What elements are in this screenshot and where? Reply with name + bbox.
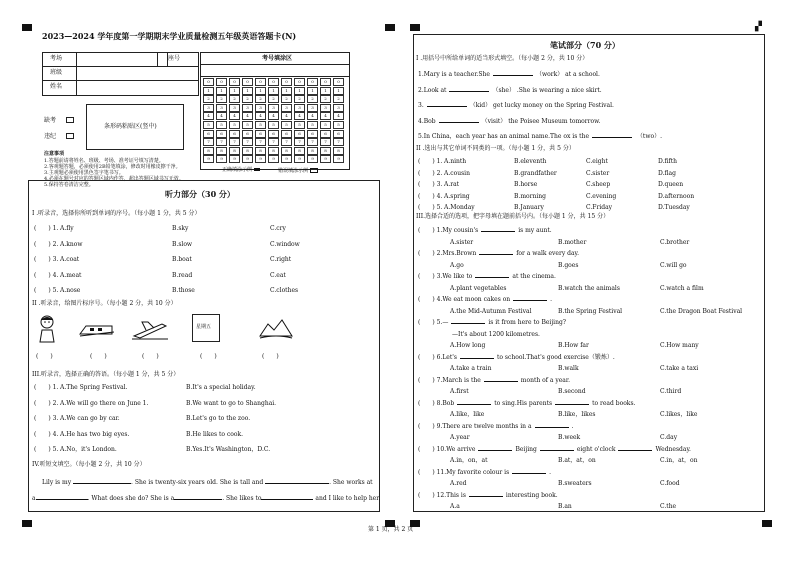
cloze-line-2: a . What does she do? She is a . She likes to and I like to help her. <box>32 495 381 502</box>
exam-number-bubble[interactable]: 6 <box>281 130 292 138</box>
option-b: B.second <box>558 388 586 395</box>
option-a: A.red <box>450 480 467 487</box>
exam-number-bubble[interactable]: 1 <box>203 87 214 95</box>
exam-number-bubble[interactable]: 3 <box>294 104 305 112</box>
choice-question: ( ) 2.Mrs.Brown for a walk every day. <box>418 250 580 257</box>
option-b: B.He likes to cook. <box>186 430 244 438</box>
listening-s3-title: III.听录音，选择正确的答语。（每小题 1 分，共 5 分） <box>32 371 180 378</box>
option-a: A.Monday <box>444 204 475 211</box>
answer-blank[interactable] <box>592 137 632 138</box>
option-b: B.horse <box>514 181 538 188</box>
option-b: B.those <box>172 287 195 294</box>
option-b: B.an <box>558 503 572 510</box>
exam-number-bubble[interactable]: 2 <box>216 95 227 103</box>
exam-number-bubble[interactable]: 0 <box>203 78 214 86</box>
exam-number-bubble[interactable]: 2 <box>255 95 266 103</box>
discipline-checkbox[interactable] <box>66 133 74 139</box>
option-b: B.Yes.It's Washington，D.C. <box>186 446 271 453</box>
train-picture <box>78 320 114 340</box>
exam-number-bubble[interactable]: 8 <box>268 147 279 155</box>
exam-number-bubble[interactable]: 4 <box>294 112 305 120</box>
exam-number-bubble[interactable]: 0 <box>294 78 305 86</box>
calendar-picture: 星期五 <box>192 314 220 342</box>
listening-s4-title: IV.听短文填空。（每小题 2 分，共 10 分） <box>32 461 146 468</box>
page-title: 2023—2024 学年度第一学期期末学业质量检测五年级英语答题卡(N) <box>42 31 297 41</box>
cloze-line-1: Lily is my . She is twenty-six years old. She is tall and . She works at <box>42 479 373 486</box>
exam-number-bubble[interactable]: 0 <box>268 78 279 86</box>
exam-number-bubble[interactable]: 0 <box>281 78 292 86</box>
exam-number-bubble[interactable]: 1 <box>242 87 253 95</box>
exam-number-bubble[interactable]: 6 <box>333 130 344 138</box>
option-c: C.cry <box>270 225 286 232</box>
option-c: C.day <box>660 434 678 441</box>
option-a: A.rat <box>444 181 460 188</box>
exam-number-bubble[interactable]: 4 <box>229 112 240 120</box>
answer-blank[interactable] <box>512 473 546 474</box>
exam-number-bubble[interactable]: 7 <box>255 138 266 146</box>
exam-number-bubble[interactable]: 2 <box>333 95 344 103</box>
option-d: D.queen <box>658 181 684 188</box>
choice-question: ( ) 4.We eat moon cakes on . <box>418 296 553 303</box>
option-d: D.afternoon <box>658 192 695 200</box>
exam-number-bubble[interactable]: 5 <box>242 121 253 129</box>
exam-number-bubble[interactable]: 2 <box>307 95 318 103</box>
exam-number-bubble[interactable]: 0 <box>307 78 318 86</box>
written-s1-title: I .用括号中所给单词的适当形式填空。（每小题 2 分，共 10 分） <box>416 55 589 62</box>
option-c: C.take a taxi <box>660 365 699 372</box>
question-subline: —It's about 1200 kilometres. <box>452 330 540 338</box>
exam-number-bubble[interactable]: 5 <box>255 121 266 129</box>
answer-blank[interactable] <box>479 254 513 255</box>
exam-number-bubble[interactable]: 9 <box>268 155 279 163</box>
exam-number-bubble[interactable]: 1 <box>255 87 266 95</box>
option-a: A.cousin <box>444 169 470 177</box>
answer-blank[interactable] <box>457 404 491 405</box>
answer-blank[interactable] <box>427 106 467 107</box>
exam-number-bubble[interactable]: 9 <box>333 155 344 163</box>
listening-s1-title: I .听录音，选择你所听到单词的序号。（每小题 1 分，共 5 分） <box>32 210 201 217</box>
exam-number-bubble[interactable]: 9 <box>229 155 240 163</box>
question-number[interactable]: ( ) 2. <box>418 169 443 177</box>
answer-blank[interactable] <box>493 75 533 76</box>
exam-number-bubble[interactable]: 2 <box>229 95 240 103</box>
exam-number-bubble[interactable]: 1 <box>281 87 292 95</box>
option-c: C.sheep <box>586 181 611 188</box>
option-c: C.brother <box>660 238 690 246</box>
exam-number-bubble[interactable]: 8 <box>333 147 344 155</box>
option-c: C.sister <box>586 169 610 177</box>
option-b: B.We want to go to Shanghai. <box>186 399 277 407</box>
plane-picture <box>132 318 168 340</box>
choice-question: ( ) 10.We arrive Beijing eight o'clock Wednesday. <box>418 445 691 453</box>
exam-number-label: 考号填涂区 <box>262 55 293 62</box>
question-number[interactable]: ( ) 5. <box>418 204 443 211</box>
exam-number-bubble[interactable]: 2 <box>294 95 305 103</box>
option-b: B.read <box>172 271 193 279</box>
written-s3-title: III.选择合适的选项，把字母填在题前括号内。（每小题 1 分，共 15 分） <box>416 213 610 220</box>
name-label: 姓名 <box>50 83 63 90</box>
exam-number-bubble[interactable]: 3 <box>229 104 240 112</box>
answer-blank[interactable] <box>513 300 547 301</box>
option-a: A.plant vegetables <box>450 284 507 292</box>
exam-number-bubble[interactable]: 3 <box>281 104 292 112</box>
question-number[interactable]: ( ) 5. <box>34 446 59 453</box>
question-number[interactable]: ( ) 1. <box>34 384 59 391</box>
fill-question: 3. （kid） get lucky money on the Spring Festival. <box>418 102 614 109</box>
fill-question: 2.Look at （she） .She is wearing a nice skirt. <box>418 86 602 94</box>
exam-number-bubble[interactable]: 4 <box>203 112 214 120</box>
option-a: A.a <box>450 503 460 510</box>
option-b: B.grandfather <box>514 169 557 177</box>
option-a: A.meat <box>60 271 82 279</box>
answer-blank[interactable] <box>484 381 518 382</box>
option-a: A.like，like <box>450 411 485 418</box>
exam-number-bubble[interactable]: 6 <box>203 130 214 138</box>
discipline-label: 违纪 <box>44 133 57 140</box>
exam-number-bubble[interactable]: 8 <box>294 147 305 155</box>
exam-number-bubble[interactable]: 9 <box>203 155 214 163</box>
exam-number-bubble[interactable]: 0 <box>216 78 227 86</box>
wrong-fill-label: 错误填涂示例 <box>278 168 318 174</box>
blank-4[interactable] <box>174 499 222 500</box>
option-a: A.spring <box>444 192 470 200</box>
exam-number-bubble[interactable]: 9 <box>281 155 292 163</box>
option-a: A.coat <box>60 256 80 263</box>
exam-number-bubble[interactable]: 1 <box>268 87 279 95</box>
question-number[interactable]: ( ) 4. <box>34 430 59 438</box>
answer-blank[interactable] <box>555 404 589 405</box>
answer-blank[interactable] <box>451 323 485 324</box>
exam-number-bubble[interactable]: 7 <box>268 138 279 146</box>
answer-blank[interactable] <box>540 450 574 451</box>
question-number[interactable]: ( ) 3. <box>418 181 443 188</box>
exam-number-bubble[interactable]: 6 <box>242 130 253 138</box>
option-b: B.goes <box>558 261 579 269</box>
question-number[interactable]: ( ) 2. <box>34 399 59 407</box>
absent-checkbox[interactable] <box>66 117 74 123</box>
answer-blank[interactable] <box>439 122 479 123</box>
answer-blank[interactable] <box>481 231 515 232</box>
exam-number-bubble[interactable]: 7 <box>203 138 214 146</box>
exam-number-bubble[interactable]: 6 <box>255 130 266 138</box>
option-a: A.take a train <box>450 365 492 372</box>
exam-number-bubble[interactable]: 8 <box>307 147 318 155</box>
option-c: C.clothes <box>270 287 299 294</box>
question-number[interactable]: ( ) 1. <box>418 158 443 165</box>
exam-number-bubble[interactable]: 5 <box>281 121 292 129</box>
option-c: C.the <box>660 503 677 510</box>
question-number[interactable]: ( ) 1. <box>34 225 59 232</box>
note-line: 5.保持答卷清洁完整。 <box>44 182 94 188</box>
option-b: B.sweaters <box>558 480 592 487</box>
note-line: 1.答题前请将姓名、班级、考场、准考证号填写清楚。 <box>44 158 164 164</box>
exam-number-bubble[interactable]: 9 <box>307 155 318 163</box>
exam-number-bubble[interactable]: 1 <box>320 87 331 95</box>
note-line: 2.客观题答题，必须使用2B铅笔填涂，修改时用橡皮擦干净。 <box>44 164 181 170</box>
option-a: A.the Mid-Autumn Festival <box>450 307 532 315</box>
option-a: A.We will go there on June 1. <box>60 399 149 407</box>
question-number[interactable]: ( ) 3. <box>34 415 59 422</box>
corner-mark <box>410 24 420 31</box>
option-c: C.eight <box>586 158 608 165</box>
option-c: C.third <box>660 388 682 395</box>
option-b: B.slow <box>172 240 193 248</box>
question-number[interactable]: ( ) 2. <box>34 240 59 248</box>
blank-5[interactable] <box>261 499 313 500</box>
option-c: C.Friday <box>586 204 613 211</box>
exam-number-bubble[interactable]: 5 <box>320 121 331 129</box>
exam-number-bubble[interactable]: 1 <box>294 87 305 95</box>
corner-mark <box>762 520 772 527</box>
option-d: D.fifth <box>658 158 678 165</box>
exam-number-bubble[interactable]: 5 <box>203 121 214 129</box>
option-b: B.walk <box>558 365 579 372</box>
blank-2[interactable] <box>265 483 329 484</box>
exam-number-bubble[interactable]: 7 <box>242 138 253 146</box>
mountain-picture <box>258 316 294 340</box>
choice-question: ( ) 3.We like to at the cinema. <box>418 273 556 280</box>
corner-logo-icon: ▞ <box>755 22 762 32</box>
option-b: B.the Spring Festival <box>558 307 623 315</box>
option-c: C.in，at，on <box>660 457 698 464</box>
option-d: D.flag <box>658 169 676 177</box>
exam-number-bubble[interactable]: 0 <box>229 78 240 86</box>
note-line: 3.主观题必须使用黑色签字笔书写。 <box>44 170 124 176</box>
question-number[interactable]: ( ) 3. <box>34 256 59 263</box>
answer-blank[interactable] <box>475 277 509 278</box>
option-c: C.How many <box>660 342 699 349</box>
exam-number-bubble[interactable]: 3 <box>255 104 266 112</box>
exam-number-bubble[interactable]: 2 <box>320 95 331 103</box>
exam-number-bubble[interactable]: 4 <box>242 112 253 120</box>
blank-3[interactable] <box>36 499 88 500</box>
option-b: B.Let's go to the zoo. <box>186 415 251 422</box>
option-a: A.nose <box>60 287 81 294</box>
question-number[interactable]: ( ) 4. <box>418 192 443 200</box>
exam-number-bubble[interactable]: 0 <box>255 78 266 86</box>
exam-number-bubble[interactable]: 8 <box>203 147 214 155</box>
picture-answer-slot[interactable]: ( ) <box>90 353 107 360</box>
fill-question: 4.Bob （visit） the Poisee Museum tomorrow. <box>418 117 601 125</box>
listening-s2-title: II .听录音，给图片标序号。（每小题 2 分，共 10 分） <box>32 300 177 307</box>
option-c: C.window <box>270 240 300 248</box>
exam-number-bubble[interactable]: 8 <box>229 147 240 155</box>
class-label: 班级 <box>50 69 63 76</box>
exam-number-bubble[interactable]: 4 <box>320 112 331 120</box>
option-a: A.fly <box>60 225 74 232</box>
option-c: C.evening <box>586 192 617 200</box>
exam-number-bubble[interactable]: 3 <box>333 104 344 112</box>
barcode-label: 条形码粘贴区(竖中) <box>104 123 157 130</box>
note-line: 4.必须在题号对应的答题区域内作答，超出答题区域书写无效。 <box>44 176 184 182</box>
option-a: A.sister <box>450 238 474 246</box>
choice-question: ( ) 12.This is interesting book. <box>418 491 558 499</box>
exam-number-bubble[interactable]: 4 <box>281 112 292 120</box>
exam-number-bubble[interactable]: 1 <box>216 87 227 95</box>
choice-question: ( ) 8.Bob to sing.His parents to read books. <box>418 399 636 407</box>
option-b: B.sky <box>172 225 189 232</box>
exam-number-bubble[interactable]: 7 <box>216 138 227 146</box>
exam-number-bubble[interactable]: 5 <box>229 121 240 129</box>
exam-number-bubble[interactable]: 6 <box>320 130 331 138</box>
written-title: 笔试部分（70 分） <box>550 40 620 50</box>
listening-title: 听力部分（30 分） <box>165 189 235 199</box>
answer-blank[interactable] <box>469 496 503 497</box>
absent-label: 缺考 <box>44 117 57 124</box>
exam-number-bubble[interactable]: 4 <box>255 112 266 120</box>
exam-number-bubble[interactable]: 0 <box>333 78 344 86</box>
option-a: A.ninth <box>444 158 467 165</box>
option-b: B.boat <box>172 256 192 263</box>
exam-number-bubble[interactable]: 6 <box>294 130 305 138</box>
corner-mark <box>385 24 395 31</box>
option-a: A.We can go by car. <box>60 415 120 422</box>
option-b: B.watch the animals <box>558 284 620 292</box>
correct-fill-label: 正确填涂示例 <box>222 168 260 173</box>
option-b: B.week <box>558 434 581 441</box>
picture-answer-slot[interactable]: ( ) <box>200 353 217 360</box>
exam-number-bubble[interactable]: 9 <box>320 155 331 163</box>
option-c: C.eat <box>270 271 286 279</box>
exam-number-bubble[interactable]: 6 <box>216 130 227 138</box>
exam-number-bubble[interactable]: 4 <box>268 112 279 120</box>
choice-question: ( ) 1.My cousin's is my aunt. <box>418 227 552 234</box>
answer-blank[interactable] <box>460 358 494 359</box>
exam-number-bubble[interactable]: 2 <box>268 95 279 103</box>
exam-number-bubble[interactable]: 5 <box>333 121 344 129</box>
exam-number-bubble[interactable]: 8 <box>255 147 266 155</box>
picture-answer-slot[interactable]: ( ) <box>36 353 53 360</box>
picture-answer-slot[interactable]: ( ) <box>262 353 279 360</box>
exam-number-bubble[interactable]: 2 <box>203 95 214 103</box>
exam-number-bubble[interactable]: 8 <box>216 147 227 155</box>
picture-answer-slot[interactable]: ( ) <box>142 353 159 360</box>
exam-number-bubble[interactable]: 6 <box>307 130 318 138</box>
option-b: B.How far <box>558 342 589 349</box>
option-a: A.go <box>450 261 464 269</box>
exam-number-bubble[interactable]: 5 <box>294 121 305 129</box>
exam-number-bubble[interactable]: 2 <box>281 95 292 103</box>
choice-question: ( ) 5.— is it from here to Beijing? <box>418 319 567 326</box>
corner-mark <box>22 520 32 527</box>
option-a: A.in，on，at <box>450 457 488 464</box>
exam-number-bubble[interactable]: 7 <box>294 138 305 146</box>
exam-number-bubble[interactable]: 4 <box>216 112 227 120</box>
notes-title: 注意事项 <box>44 151 65 157</box>
option-a: A.know <box>60 240 83 248</box>
answer-blank[interactable] <box>449 91 489 92</box>
option-c: C.right <box>270 256 292 263</box>
option-b: B.mother <box>558 238 587 246</box>
exam-number-bubble[interactable]: 1 <box>333 87 344 95</box>
seat-label: 座号 <box>168 55 181 62</box>
choice-question: ( ) 7.March is the month of a year. <box>418 376 570 384</box>
option-c: C.watch a film <box>660 284 704 292</box>
exam-number-bubble[interactable]: 7 <box>333 138 344 146</box>
exam-number-bubble[interactable]: 3 <box>203 104 214 112</box>
page-footer: 第 1 页，共 2 页 <box>368 526 414 533</box>
option-a: A.No，it's London. <box>60 446 117 453</box>
choice-question: ( ) 11.My favorite colour is . <box>418 468 552 476</box>
fill-question: 1.Mary is a teacher.She （work） at a school. <box>418 71 600 78</box>
option-a: A.first <box>450 388 469 395</box>
option-c: C.food <box>660 480 680 487</box>
boy-picture <box>36 314 58 344</box>
exam-number-bubble[interactable]: 5 <box>268 121 279 129</box>
choice-question: ( ) 6.Let's to school.That's good exercise（锻炼）. <box>418 353 615 361</box>
option-c: C.likes，like <box>660 411 698 418</box>
exam-number-bubble[interactable]: 8 <box>242 147 253 155</box>
exam-number-bubble[interactable]: 6 <box>268 130 279 138</box>
exam-number-bubble[interactable]: 8 <box>320 147 331 155</box>
exam-number-bubble[interactable]: 9 <box>242 155 253 163</box>
option-b: B.It's a special holiday. <box>186 384 256 391</box>
exam-number-bubble[interactable]: 0 <box>242 78 253 86</box>
exam-number-bubble[interactable]: 2 <box>242 95 253 103</box>
option-b: B.eleventh <box>514 158 547 165</box>
exam-number-bubble[interactable]: 9 <box>255 155 266 163</box>
exam-number-bubble[interactable]: 7 <box>281 138 292 146</box>
exam-number-bubble[interactable]: 1 <box>229 87 240 95</box>
option-b: B.morning <box>514 192 546 200</box>
option-a: A.The Spring Festival. <box>60 384 128 391</box>
option-b: B.like，likes <box>558 411 596 418</box>
answer-blank[interactable] <box>478 450 512 451</box>
exam-number-bubble[interactable]: 3 <box>307 104 318 112</box>
exam-number-bubble[interactable]: 1 <box>307 87 318 95</box>
exam-number-bubble[interactable]: 5 <box>307 121 318 129</box>
option-c: C.the Dragon Boat Festival <box>660 307 743 315</box>
option-d: D.Tuesday <box>658 204 690 211</box>
option-a: A.He has two big eyes. <box>60 430 130 438</box>
exam-number-bubble[interactable]: 6 <box>229 130 240 138</box>
option-a: A.year <box>450 434 470 441</box>
exam-number-bubble[interactable]: 7 <box>320 138 331 146</box>
question-number[interactable]: ( ) 5. <box>34 287 59 294</box>
option-a: A.How long <box>450 342 486 349</box>
answer-blank[interactable] <box>535 427 569 428</box>
exam-number-bubble[interactable]: 8 <box>281 147 292 155</box>
option-b: B.at，at，on <box>558 457 596 464</box>
exam-number-bubble[interactable]: 0 <box>320 78 331 86</box>
exam-number-bubble[interactable]: 3 <box>216 104 227 112</box>
exam-number-bubble[interactable]: 5 <box>216 121 227 129</box>
answer-blank[interactable] <box>618 450 652 451</box>
option-b: B.January <box>514 204 544 211</box>
question-number[interactable]: ( ) 4. <box>34 271 59 279</box>
exam-room-label: 考场 <box>50 55 63 62</box>
exam-number-bubble[interactable]: 3 <box>268 104 279 112</box>
exam-number-bubble[interactable]: 4 <box>307 112 318 120</box>
exam-number-bubble[interactable]: 7 <box>307 138 318 146</box>
option-c: C.will go <box>660 261 687 269</box>
exam-number-bubble[interactable]: 3 <box>320 104 331 112</box>
exam-number-bubble[interactable]: 9 <box>216 155 227 163</box>
blank-1[interactable] <box>73 483 131 484</box>
exam-number-bubble[interactable]: 4 <box>333 112 344 120</box>
exam-number-bubble[interactable]: 9 <box>294 155 305 163</box>
fill-question: 5.In China，each year has an animal name.The ox is the （two）. <box>418 133 662 140</box>
choice-question: ( ) 9.There are twelve months in a . <box>418 422 574 430</box>
exam-number-bubble[interactable]: 7 <box>229 138 240 146</box>
written-s2-title: II .选出与其它单词不同类的一项。（每小题 1 分，共 5 分） <box>416 145 575 152</box>
exam-number-bubble[interactable]: 3 <box>242 104 253 112</box>
corner-mark <box>22 24 32 31</box>
